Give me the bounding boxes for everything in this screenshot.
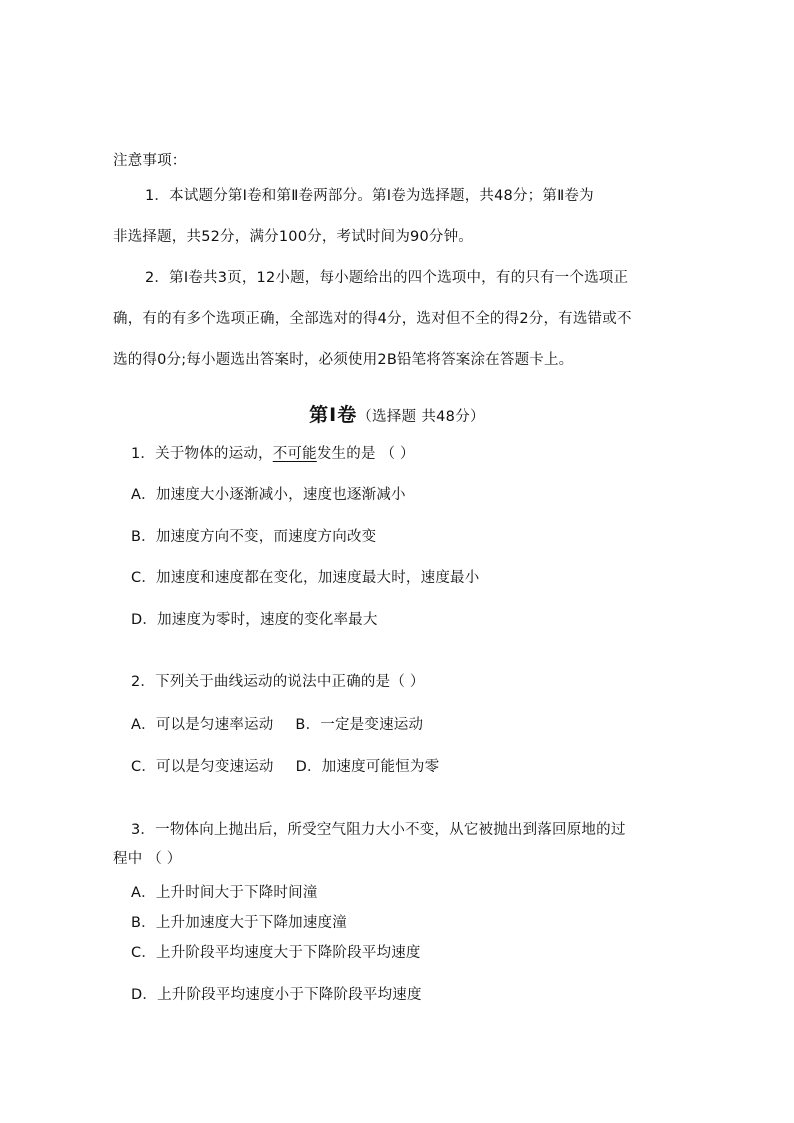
section-title-sub: （选择题 共48分） [357,409,485,425]
question-2-options-row-1 [131,715,423,735]
question-2-option-d: D．加速度可能恒为零 [295,759,440,775]
notice-item-2-line-1: 2．第Ⅰ卷共3页，12小题，每小题给出的四个选项中，有的只有一个选项正 [145,270,629,286]
question-3-option-b: B．上升加速度大于下降加速度潼 [131,915,347,931]
question-3-stem-line-2: 程中 （ ） [113,851,182,867]
question-3-stem-line-1: 3．一物体向上抛出后，所受空气阻力大小不变，从它被抛出到落回原地的过 [131,822,626,838]
question-1-option-b: B．加速度方向不变，而速度方向改变 [131,529,377,545]
question-2-stem: 2．下列关于曲线运动的说法中正确的是（ ） [131,674,425,690]
question-1-option-d: D．加速度为零时，速度的变化率最大 [131,612,378,628]
question-1-stem [131,444,415,464]
question-3-option-c: C．上升阶段平均速度大于下降阶段平均速度 [131,945,421,961]
question-1-stem-suffix: 发生的是 （ ） [316,446,415,462]
notice-item-1-line-2: 非选择题，共52分，满分100分，考试时间为90分钟。 [113,229,473,245]
notice-item-2-line-3: 选的得0分;每小题选出答案时，必须使用2B铅笔将答案涂在答题卡上。 [113,352,574,368]
notice-item-2-line-2: 确，有的有多个选项正确，全部选对的得4分，选对但不全的得2分，有选错或不 [113,311,632,327]
question-2-option-c: C．可以是匀变速运动 [131,759,274,775]
question-3-option-d: D．上升阶段平均速度小于下降阶段平均速度 [131,987,422,1003]
question-2-options-row-2 [131,757,439,777]
question-1-option-a: A．加速度大小逐渐减小，速度也逐渐减小 [131,487,406,503]
notice-item-1-line-1: 1．本试题分第Ⅰ卷和第Ⅱ卷两部分。第Ⅰ卷为选择题，共48分；第Ⅱ卷为 [145,188,594,204]
question-3-option-a: A．上升时间大于下降时间潼 [131,885,318,901]
question-1-stem-emphasis: 不可能 [272,446,317,462]
question-1-option-c: C．加速度和速度都在变化，加速度最大时，速度最小 [131,570,480,586]
question-2-option-a: A．可以是匀速率运动 [131,717,274,733]
question-1-stem-prefix: 1．关于物体的运动， [131,446,273,462]
notice-heading: 注意事项： [113,153,187,169]
section-title-main: 第Ⅰ卷 [309,404,358,426]
section-title [0,400,794,427]
question-2-option-b: B．一定是变速运动 [295,717,424,733]
